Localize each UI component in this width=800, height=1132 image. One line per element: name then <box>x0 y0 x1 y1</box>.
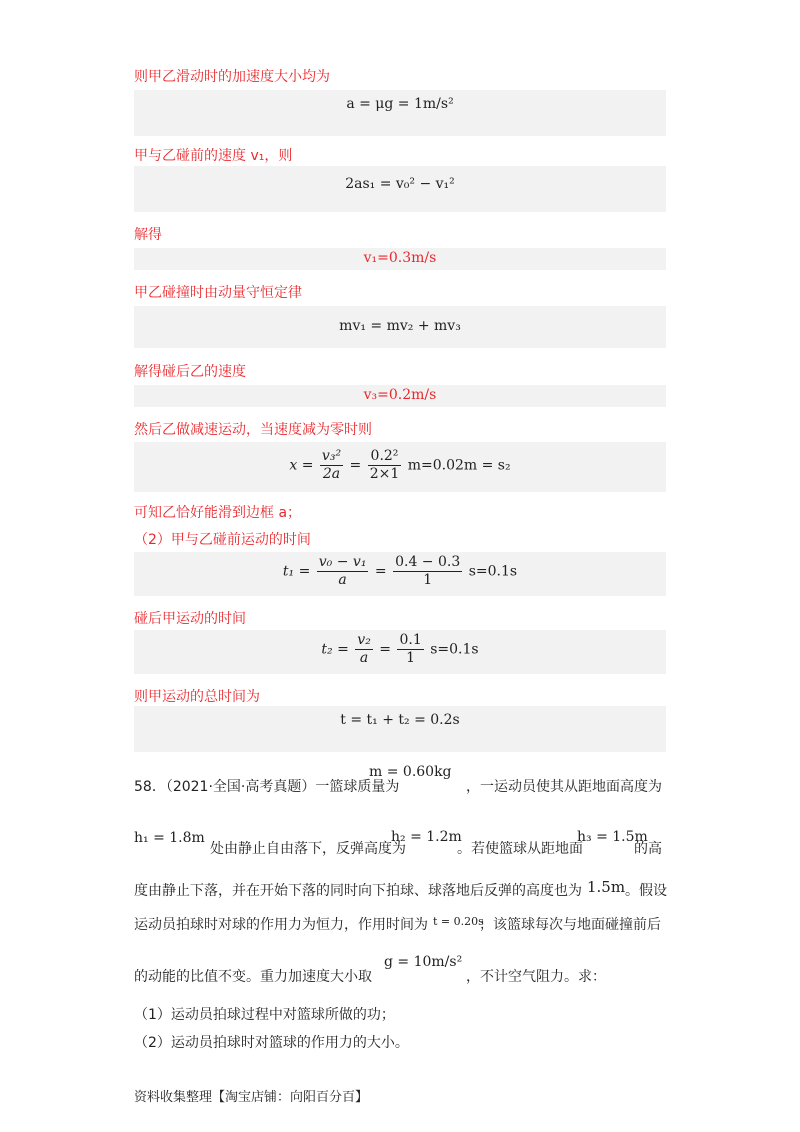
equation-total: t = t₁ + t₂ = 0.2s <box>340 712 460 728</box>
problem-line-2-a: 处由静止自由落下，反弹高度为 <box>210 841 406 857</box>
step-time-after-text: 碰后甲运动的时间 <box>134 611 246 627</box>
problem-line-4-b: ；该篮球每次与地面碰撞前后 <box>479 917 661 933</box>
result-v1: v₁=0.3m/s <box>363 250 437 266</box>
eq-distance-right: m=0.02m = s₂ <box>407 457 511 474</box>
fraction-denominator: a <box>359 650 369 666</box>
step-solve-text: 解得 <box>134 227 162 243</box>
question-1: （1）运动员拍球过程中对篮球所做的功； <box>134 1007 395 1023</box>
problem-line-1 <box>134 776 399 796</box>
formula-mass: m = 0.60kg <box>369 764 452 780</box>
fraction-v2-a <box>355 632 373 667</box>
fraction-denominator: 1 <box>406 650 416 666</box>
result-box-v3 <box>134 385 666 407</box>
result-box-v1 <box>134 248 666 270</box>
equation-box-accel <box>134 90 666 136</box>
equation-momentum: mv₁ = mv₂ + mv₃ <box>339 318 461 334</box>
step-accel-text: 则甲乙滑动时的加速度大小均为 <box>134 69 330 85</box>
fraction-denominator: 2a <box>322 466 341 482</box>
problem-line-3-a: 度由静止下落，并在开始下落的同时向下拍球、球落地后反弹的高度也为 <box>134 883 582 899</box>
fraction-numerator: 0.2² <box>368 448 402 466</box>
equation-box-t1 <box>134 552 666 596</box>
fraction-numerator: v₀ − v₁ <box>318 554 367 570</box>
problem-line-2-b: 。若使篮球从距地面 <box>457 841 583 857</box>
problem-line-1-a: 58．（2021·全国·高考真题）一篮球质量为 <box>134 779 400 795</box>
fraction-numerator: 0.1 <box>399 632 422 648</box>
result-v3: v₃=0.2m/s <box>363 387 437 403</box>
step-after-collision-text: 解得碰后乙的速度 <box>134 364 246 380</box>
fraction-v3-2a <box>320 448 343 483</box>
eq-t2-right: s=0.1s <box>430 641 479 658</box>
equation-box-t2 <box>134 630 666 674</box>
formula-gravity: g = 10m/s² <box>384 954 463 970</box>
footer-source: 资料收集整理【淘宝店铺：向阳百分百】 <box>134 1090 369 1105</box>
step-velocity-text: 甲与乙碰前的速度 v₁，则 <box>134 148 293 164</box>
step-total-time-text: 则甲运动的总时间为 <box>134 689 260 705</box>
fraction-numerator: v₂ <box>357 632 371 648</box>
problem-line-3-b: 。假设 <box>625 883 667 899</box>
step-part2-text: （2）甲与乙碰前运动的时间 <box>134 532 311 548</box>
problem-line-5-b: ，不计空气阻力。求： <box>466 969 606 985</box>
fraction-numeric <box>393 554 462 589</box>
formula-h1: h₁ = 1.8m <box>134 830 205 846</box>
equation-velocity: 2as₁ = v₀² − v₁² <box>345 176 455 192</box>
problem-line-1-b: ，一运动员使其从距地面高度为 <box>466 779 662 795</box>
eq-t1-right: s=0.1s <box>468 563 518 580</box>
formula-h2: h₂ = 1.2m <box>391 829 462 845</box>
fraction-numerator: v₃² <box>321 448 342 464</box>
fraction-numeric <box>368 448 402 483</box>
equation-distance: x = $\frac{\text{v₃²}}{2a}$ = $\frac{\text{0.2²}}{2\times 1}$ m=0.02m = s₂ <box>289 448 511 482</box>
formula-time: t = 0.20s <box>433 915 484 928</box>
equation-box-momentum <box>134 306 666 348</box>
step-reach-frame-text: 可知乙恰好能滑到边框 a； <box>134 505 302 521</box>
fraction-denominator: 1 <box>423 572 433 588</box>
equation-box-total <box>134 706 666 752</box>
fraction-v-diff-a <box>317 554 369 589</box>
equation-t1: t₁ = $\frac{\text{v₀ − v₁}}{a}$ = $\frac{0.4 - 0.3}{1}$ s=0.1s <box>282 554 518 588</box>
equation-accel: a = μg = 1m/s² <box>346 96 454 112</box>
question-2: （2）运动员拍球时对篮球的作用力的大小。 <box>134 1035 409 1051</box>
eq-distance-left: x = <box>289 457 314 474</box>
eq-t2-left: t₂ = <box>321 641 349 658</box>
step-decelerate-text: 然后乙做减速运动，当速度减为零时则 <box>134 422 372 438</box>
fraction-numeric <box>397 632 423 667</box>
formula-height: 1.5m <box>587 878 626 896</box>
equation-t2: t₂ = $\frac{\text{v₂}}{a}$ = $\frac{0.1}{1}$ s=0.1s <box>321 632 479 666</box>
equation-box-distance <box>134 442 666 492</box>
problem-line-4-a: 运动员拍球时对球的作用力为恒力，作用时间为 <box>134 917 428 933</box>
equation-box-velocity <box>134 166 666 212</box>
eq-t1-left: t₁ = <box>282 563 311 580</box>
step-momentum-text: 甲乙碰撞时由动量守恒定律 <box>134 285 302 301</box>
problem-line-5-a: 的动能的比值不变。重力加速度大小取 <box>134 969 372 985</box>
formula-h3: h₃ = 1.5m <box>577 829 648 845</box>
problem-line-2-c: 的高 <box>634 841 662 857</box>
fraction-denominator: a <box>338 572 347 588</box>
fraction-numerator: 0.4 − 0.3 <box>395 554 461 570</box>
fraction-denominator: 2×1 <box>369 466 400 482</box>
